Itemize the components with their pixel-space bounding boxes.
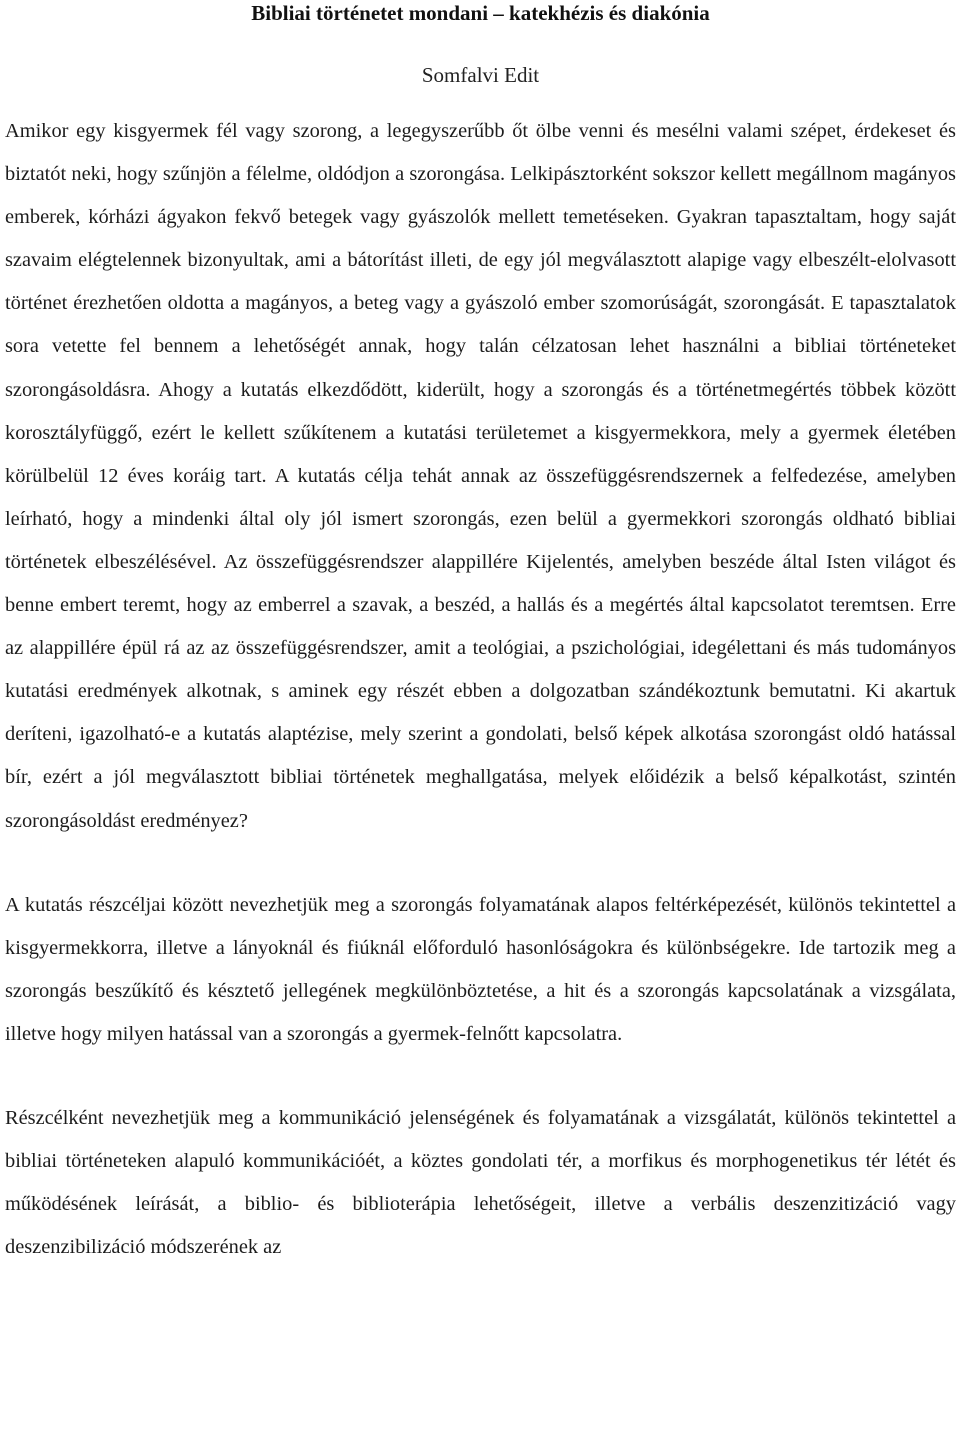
document-author: Somfalvi Edit xyxy=(421,63,540,87)
body-paragraph-2: A kutatás részcéljai között nevezhetjük meg a szorongás folyamatának alapos feltérképezését, különös tekintettel a kisgyermekkorra, illetve a lányoknál és fiúknál előforduló hasonlóságokra és különbségekre. Ide tartozik meg a szorongás beszűkítő és késztető jellegének megkülönböztetése, a hit és a szorongás kapcsolatának a vizsgálata, illetve hogy milyen hatással van a szorongás a gyermek-felnőtt kapcsolatra. xyxy=(5,893,956,1045)
document-title: Bibliai történetet mondani – katekhézis és diakónia xyxy=(251,1,710,25)
body-paragraph-3: Részcélként nevezhetjük meg a kommunikáció jelenségének és folyamatának a vizsgálatát, különös tekintettel a bibliai történeteken alapuló kommunikációét, a köztes gondolati tér, a morfikus és morphogenetikus tér létét és működésének leírását, a biblio- és biblioterápia lehetőségeit, illetve a verbális deszenzitizáció vagy deszenzibilizáció módszerének az xyxy=(5,1106,956,1259)
body-paragraph-1: Amikor egy kisgyermek fél vagy szorong, a legegyszerűbb őt ölbe venni és mesélni valami szépet, érdekeset és biztatót neki, hogy szűnjön a félelme, oldódjon a szorongása. Lelkipásztorként sokszor kellett megállnom magányos emberek, kórházi ágyakon fekvő betegek vagy gyászolók mellett temetéseken. Gyakran tapasztaltam, hogy saját szavaim elégtelennek bizonyultak, ami a bátorítást illeti, de egy jól megválasztott alapige vagy elbeszélt-elolvasott történet érezhetően oldotta a magányos, a beteg vagy a gyászoló ember szomorúságát, szorongását. E tapasztalatok sora vetette fel bennem a lehetőségét annak, hogy talán célzatosan lehet használni a bibliai történeteket szorongásoldásra. Ahogy a kutatás elkezdődött, kiderült, hogy a szorongás és a történetmegértés többek között korosztályfüggő, ezért le kellett szűkítenem a kutatási területemet a kisgyermekkora, mely a gyermek életében körülbelül 12 éves koráig tart. A kutatás célja tehát annak az összefüggésrendszernek a felfedezése, amelyben leírható, hogy a mindenki által oly jól ismert szorongás, ezen belül a gyermekkori szorongás oldható bibliai történetek elbeszélésével. Az összefüggésrendszer alappillére Kijelentés, amelyben beszéde által Isten világot és benne embert teremt, hogy az emberrel a szavak, a beszéd, a hallás és a megértés által kapcsolatot teremtsen. Erre az alappillére épül rá az az összefüggésrendszer, amit a teológiai, a pszichológiai, idegélettani és más tudományos kutatási eredmények alkotnak, s aminek egy részét ebben a dolgozatban szándékoztunk bemutatni. Ki akartuk deríteni, igazolható-e a kutatás alaptézise, mely szerint a gondolati, belső képek alkotása szorongást oldó hatással bír, ezért a jól megválasztott bibliai történetek meghallgatása, melyek előidézik a belső képalkotást, szintén szorongásoldást eredményez? xyxy=(5,120,956,832)
